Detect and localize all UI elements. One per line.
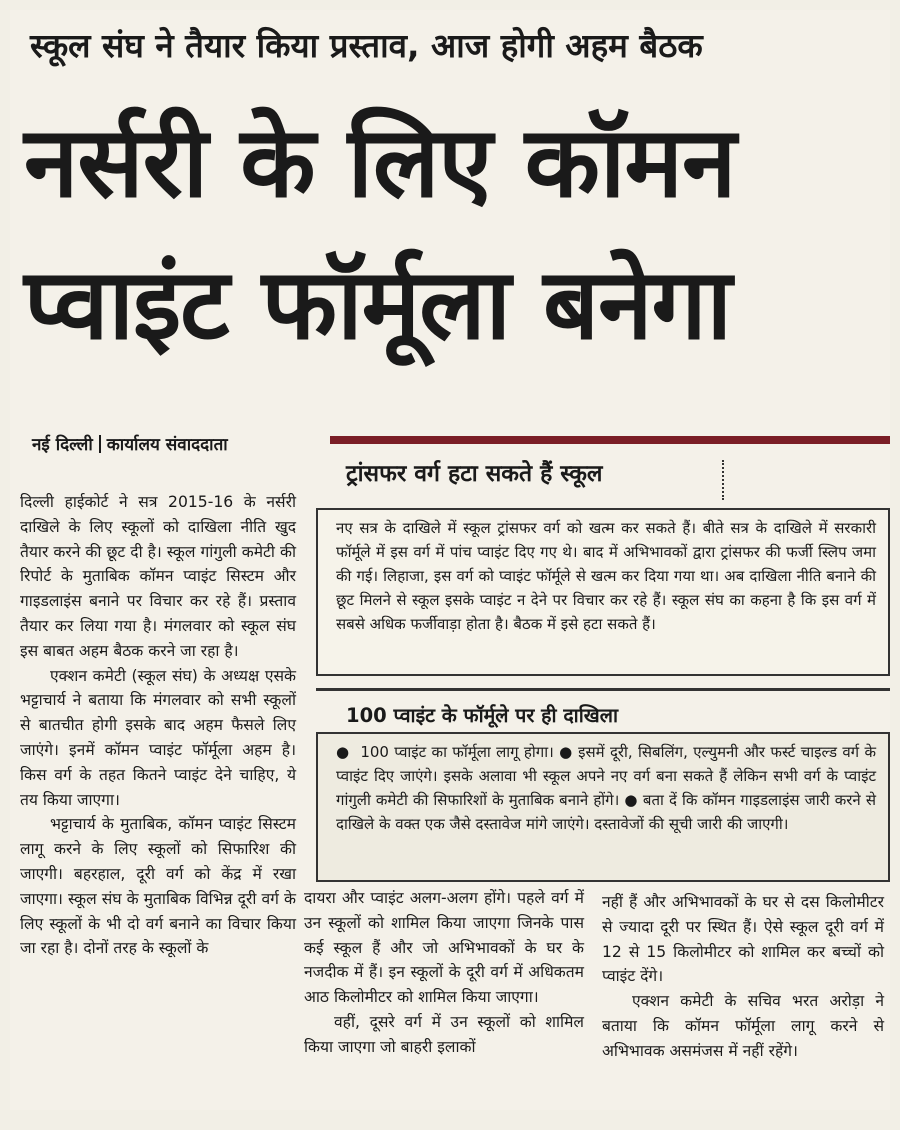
kicker-headline: स्कूल संघ ने तैयार किया प्रस्ताव, आज होगी अहम बैठक	[30, 26, 703, 65]
paragraph: नहीं हैं और अभिभावकों के घर से दस किलोमीटर से ज्यादा दूरी पर स्थित हैं। ऐसे स्कूल दूरी वर्ग में 12 से 15 किलोमीटर को शामिल कर बच्चों को प्वाइंट देंगे।	[602, 893, 884, 986]
box-body-formula-text: 100 प्वाइंट का फॉर्मूला लागू होगा। ● इसमें दूरी, सिबलिंग, एल्युमनी और फर्स्ट चाइल्ड वर्ग के प्वाइंट दिए जाएंगे। इसके अलावा भी स्कूल अपने नए वर्ग बना सकते हैं लेकिन सभी वर्ग के प्वाइंट गांगुली कमेटी की सिफारिशों के मुताबिक बनाने होंगे। ● बता दें कि कॉमन गाइडलाइंस जारी करने से दाखिले के वक्त एक जैसे दस्तावेज मांगे जाएंगे। दस्तावेजों की सूची जारी की जाएगी।	[336, 743, 876, 833]
box-body-formula	[316, 732, 890, 882]
article-column-left	[20, 490, 296, 961]
newspaper-clipping	[10, 10, 890, 1110]
sidebar-box	[316, 436, 890, 882]
dateline	[32, 432, 228, 455]
headline-line-2: प्वाइंट फॉर्मूला बनेगा	[24, 248, 732, 362]
box-subsection-header	[316, 688, 890, 735]
dateline-separator	[99, 435, 101, 453]
box-top-rule	[330, 436, 890, 444]
dateline-reporter: कार्यालय संवाददाता	[106, 435, 228, 455]
paragraph: भट्टाचार्य के मुताबिक, कॉमन प्वाइंट सिस्टम लागू करने के लिए स्कूलों को सिफारिश की जाएगी। बहरहाल, दूरी वर्ग को केंद्र में रखा जाएगा। स्कूल संघ के मुताबिक विभिन्न दूरी वर्ग के लिए स्कूलों के भी दो वर्ग बनाने का विचार किया जा रहा है। दोनों तरह के स्कूलों के	[20, 815, 296, 958]
paragraph: दिल्ली हाईकोर्ट ने सत्र 2015-16 के नर्सरी दाखिले के लिए स्कूलों को दाखिला नीति खुद तैयार करने की छूट दी है। स्कूल गांगुली कमेटी की रिपोर्ट के मुताबिक कॉमन प्वाइंट सिस्टम और गाइडलाइंस बनाने पर विचार कर रहे हैं। प्रस्ताव तैयार कर लिया गया है। मंगलवार को स्कूल संघ इस बाबत अहम बैठक करने जा रहा है।	[20, 493, 296, 660]
dotted-divider	[722, 460, 724, 500]
paragraph: एक्शन कमेटी के सचिव भरत अरोड़ा ने बताया कि कॉमन फॉर्मूला लागू करने से अभिभावक असमंजस में नहीं रहेंगे।	[602, 992, 884, 1060]
article-column-right	[602, 890, 884, 1064]
bullet: ●	[336, 743, 350, 761]
box-body-transfer: नए सत्र के दाखिले में स्कूल ट्रांसफर वर्ग को खत्म कर सकते हैं। बीते सत्र के दाखिले में सरकारी फॉर्मूले में इस वर्ग में पांच प्वाइंट दिए गए थे। बाद में अभिभावकों द्वारा ट्रांसफर की फर्जी स्लिप जमा की गई। लिहाजा, इस वर्ग को प्वाइंट फॉर्मूले से खत्म कर दिया गया था। अब दाखिला नीति बनाने की छूट मिलने से स्कूल इसके प्वाइंट न देने पर विचार कर रहे हैं। स्कूल संघ का कहना है कि इस वर्ग में सबसे अधिक फर्जीवाड़ा होता है। बैठक में इसे हटा सकते हैं।	[316, 508, 890, 676]
paragraph: एक्शन कमेटी (स्कूल संघ) के अध्यक्ष एसके भट्टाचार्य ने बताया कि मंगलवार को सभी स्कूलों से बातचीत होगी इसके बाद अहम फैसले लिए जाएंगे। इनमें कॉमन प्वाइंट फॉर्मूला अहम है। किस वर्ग के तहत कितने प्वाइंट देने चाहिए, ये तय किया जाएगा।	[20, 666, 296, 809]
paragraph: वहीं, दूसरे वर्ग में उन स्कूलों को शामिल किया जाएगा जो बाहरी इलाकों	[304, 1012, 584, 1056]
headline-line-1: नर्सरी के लिए कॉमन	[24, 106, 736, 220]
article-column-middle	[304, 886, 584, 1060]
paragraph: दायरा और प्वाइंट अलग-अलग होंगे। पहले वर्ग में उन स्कूलों को शामिल किया जाएगा जिनके पास कई स्कूल हैं और जो अभिभावकों के घर के नजदीक में हैं। इन स्कूलों के दूरी वर्ग में अधिकतम आठ किलोमीटर को शामिल किया जाएगा।	[304, 889, 584, 1007]
dateline-place: नई दिल्ली	[32, 435, 93, 455]
box-title-formula: 100 प्वाइंट के फॉर्मूले पर ही दाखिला	[346, 704, 619, 727]
box-title-transfer: ट्रांसफर वर्ग हटा सकते हैं स्कूल	[346, 461, 603, 487]
